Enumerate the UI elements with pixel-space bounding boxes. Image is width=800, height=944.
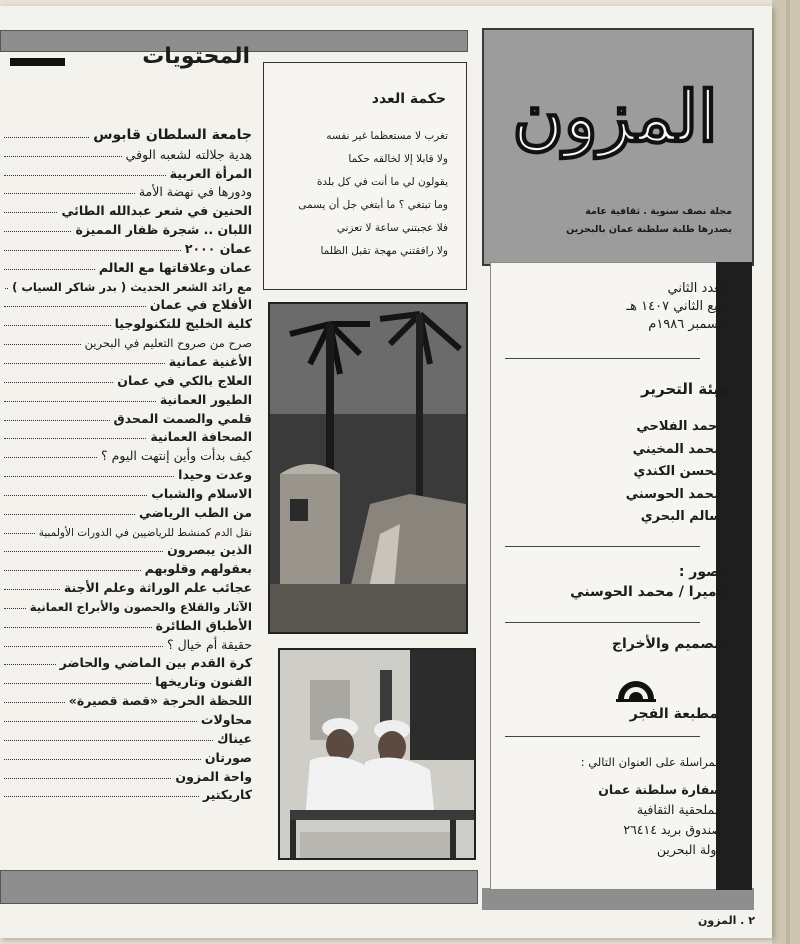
leader-dots [4, 231, 71, 232]
issue-gregorian-date: ديسمبر ١٩٨٦م [648, 317, 728, 332]
toc-item [4, 331, 252, 350]
address-line: سفارة سلطنة عمان [598, 782, 722, 797]
wisdom-box [263, 62, 467, 290]
toc-item [4, 143, 252, 162]
leader-dots [4, 401, 156, 402]
toc-item [4, 275, 252, 294]
issue-number: العدد الثاني [667, 281, 728, 296]
toc-item-title: صرح من صروح التعليم في البحرين [84, 336, 252, 351]
toc-item [4, 652, 252, 671]
leader-dots [4, 476, 174, 477]
leader-dots [4, 457, 97, 458]
toc-item [4, 426, 252, 445]
verse-line: تغرب لا مستعظما غير نفسه [326, 130, 448, 142]
toc-item [4, 369, 252, 388]
toc-item [4, 237, 252, 256]
address-line: الملحقية الثقافية [636, 802, 722, 817]
toc-item-title: كيف بدأت وأين إنتهت اليوم ؟ [101, 448, 252, 464]
press-name: مطبعة الفجر [629, 706, 718, 722]
toc-item-title: الأفلاج في عمان [149, 297, 252, 313]
leader-dots [4, 325, 111, 326]
toc-item [4, 633, 252, 652]
toc-item-title: عمان ٢٠٠٠ [184, 240, 252, 256]
leader-dots [4, 570, 141, 571]
leader-dots [4, 137, 89, 138]
toc-item [4, 670, 252, 689]
toc-item [4, 350, 252, 369]
magazine-logo: المزون [512, 75, 718, 158]
toc-item [4, 312, 252, 331]
leader-dots [4, 344, 81, 345]
contents-rule [10, 58, 65, 66]
toc-item [4, 294, 252, 313]
divider [505, 546, 700, 547]
falaj-palm-photo [268, 302, 468, 634]
address-line: دولة البحرين [656, 842, 722, 857]
toc-item-title: من الطب الرياضي [139, 504, 252, 520]
divider [505, 358, 700, 359]
toc-item [4, 482, 252, 501]
toc-item-title: كرة القدم بين الماضي والحاضر [59, 655, 252, 671]
toc-item-title: الآثار والقلاع والحصون والأبراج العمانية [29, 599, 252, 614]
divider [505, 622, 700, 623]
toc-item [4, 181, 252, 200]
leader-dots [4, 608, 26, 609]
verse-line: يقولون لي ما أنت في كل بلدة [316, 176, 448, 188]
toc-item-title: الحنين في شعر عبدالله الطائي [61, 203, 252, 219]
leader-dots [4, 551, 163, 552]
board-member: محمد الحوسني [625, 486, 722, 502]
verse-line: ولا قابلا إلا لخالقه حكما [348, 153, 448, 165]
leader-dots [4, 420, 110, 421]
leader-dots [4, 250, 181, 251]
masthead-subtitle-1: مجلة نصف سنوية . ثقافية عامة [585, 206, 732, 217]
toc-item-title: اللحظة الحرجة «قصة قصيرة» [68, 693, 252, 709]
toc-item [4, 199, 252, 218]
toc-item [4, 256, 252, 275]
board-member: سالم البحري [640, 509, 722, 524]
leader-dots [4, 721, 197, 722]
toc-item [4, 765, 252, 784]
toc-item [4, 727, 252, 746]
toc-item [4, 463, 252, 482]
toc-item-title: هدية جلالته لشعبه الوفي [125, 146, 252, 162]
photos-title: الصور : [678, 564, 730, 580]
toc-item-title: واحة المزون [175, 768, 252, 784]
toc-item-title: الطيور العمانية [159, 391, 252, 407]
toc-item [4, 557, 252, 576]
toc-item-title: الفنون وتاريخها [155, 674, 252, 690]
board-member: محسن الكندي [633, 464, 722, 479]
toc-item [4, 444, 252, 463]
leader-dots [4, 778, 171, 779]
masthead [482, 28, 754, 266]
leader-dots [4, 646, 163, 647]
toc-item [4, 689, 252, 708]
toc-item-title: صورتان [204, 749, 252, 765]
toc-item [4, 124, 252, 143]
leader-dots [4, 627, 152, 628]
toc-item [4, 520, 252, 539]
toc-item-title: قلمي والصمت المحدق [113, 410, 252, 426]
toc-item-title: الأغنية عمانية [168, 353, 252, 369]
correspondence-address [522, 752, 722, 860]
contents-header [10, 40, 250, 80]
toc-item [4, 388, 252, 407]
toc-item [4, 501, 252, 520]
leader-dots [4, 438, 146, 439]
toc-item-title: نقل الدم كمنشط للرياضيين في الدورات الأولمبية [38, 526, 252, 539]
leader-dots [4, 212, 57, 213]
leader-dots [4, 288, 8, 289]
toc-item [4, 784, 252, 803]
issue-info [528, 280, 728, 334]
bottom-bar-right [482, 888, 754, 910]
leader-dots [4, 759, 201, 760]
editorial-board-title: هيئة التحرير [641, 380, 730, 398]
toc-item [4, 614, 252, 633]
verse-line: فلا عجبتني ساعة لا تعزني [336, 222, 448, 234]
toc-item-title: المرأة العربية [169, 165, 252, 181]
leader-dots [4, 193, 135, 194]
toc-item [4, 539, 252, 558]
divider [505, 736, 700, 737]
toc-item-title: الاسلام والشباب [151, 485, 252, 501]
leader-dots [4, 664, 56, 665]
toc-item [4, 407, 252, 426]
toc-item-title: الذين يبصرون [167, 542, 252, 558]
toc-item-title: عيناك [217, 730, 252, 746]
table-of-contents [4, 124, 252, 802]
address-line: صندوق بريد ٢٦٤١٤ [623, 822, 722, 837]
leader-dots [4, 382, 113, 383]
toc-item-title: بعقولهم وقلوبهم [144, 561, 252, 577]
sunrise-logo-icon [614, 665, 658, 705]
leader-dots [4, 514, 135, 515]
toc-item [4, 162, 252, 181]
masthead-subtitle-2: يصدرها طلبة سلطنة عمان بالبحرين [566, 224, 732, 235]
toc-item-title: جامعة السلطان قابوس [93, 126, 252, 143]
wisdom-title: حكمة العدد [371, 91, 446, 107]
toc-item-title: وعدت وحيدا [178, 467, 252, 483]
page-number: ٢ . المزون [698, 914, 755, 927]
toc-item-title: عمان وعلاقاتها مع العالم [98, 259, 252, 275]
toc-item-title: كاريكتير [202, 787, 252, 803]
toc-item-title: الصحافة العمانية [150, 429, 252, 445]
leader-dots [4, 702, 65, 703]
editorial-board-list [522, 416, 722, 529]
toc-item [4, 746, 252, 765]
toc-item-title: الأطباق الطائرة [155, 617, 252, 633]
leader-dots [4, 589, 60, 590]
toc-item-title: كلية الخليج للتكنولوجيا [114, 316, 252, 332]
toc-item-title: مع رائد الشعر الحديث ( بدر شاكر السياب ) [12, 279, 252, 294]
leader-dots [4, 156, 122, 157]
students-photo [278, 648, 476, 860]
toc-item [4, 576, 252, 595]
leader-dots [4, 363, 165, 364]
toc-item-title: حقيقة أم خيال ؟ [166, 636, 252, 652]
toc-item-title: عجائب علم الوراثة وعلم الأجنة [63, 580, 252, 596]
leader-dots [4, 269, 95, 270]
leader-dots [4, 683, 151, 684]
leader-dots [4, 796, 199, 797]
toc-item-title: محاولات [200, 712, 252, 727]
photos-credit [530, 562, 730, 602]
verse-line: ولا رافقتني مهجة تقبل الظلما [320, 245, 448, 257]
photos-camera-credit: كاميرا / محمد الحوسني [570, 584, 730, 600]
book-edge-shadow [786, 0, 790, 944]
issue-hijri-date: ربيع الثاني ١٤٠٧ هـ [626, 299, 728, 314]
leader-dots [4, 175, 166, 176]
wisdom-verses [268, 125, 448, 263]
board-member: أحمد الفلاحي [636, 419, 722, 434]
leader-dots [4, 533, 35, 534]
leader-dots [4, 306, 146, 307]
toc-item-title: ودورها في نهضة الأمة [138, 184, 252, 200]
toc-item [4, 595, 252, 614]
leader-dots [4, 495, 147, 496]
contents-title: المحتويات [142, 44, 250, 69]
toc-item-title: اللبان .. شجرة ظفار المميزة [75, 222, 252, 238]
design-title: التصميم والأخراج [611, 636, 730, 652]
toc-item [4, 218, 252, 237]
toc-item-title: العلاج بالكي في عمان [117, 372, 252, 388]
board-member: محمد المخيني [632, 441, 722, 457]
leader-dots [4, 740, 213, 741]
correspondence-intro: المراسلة على العنوان التالي : [580, 755, 722, 769]
verse-line: وما تبتغي ؟ ما أبتغي جل أن يسمى [298, 199, 448, 211]
toc-item [4, 708, 252, 727]
bottom-bar-left [0, 870, 478, 904]
